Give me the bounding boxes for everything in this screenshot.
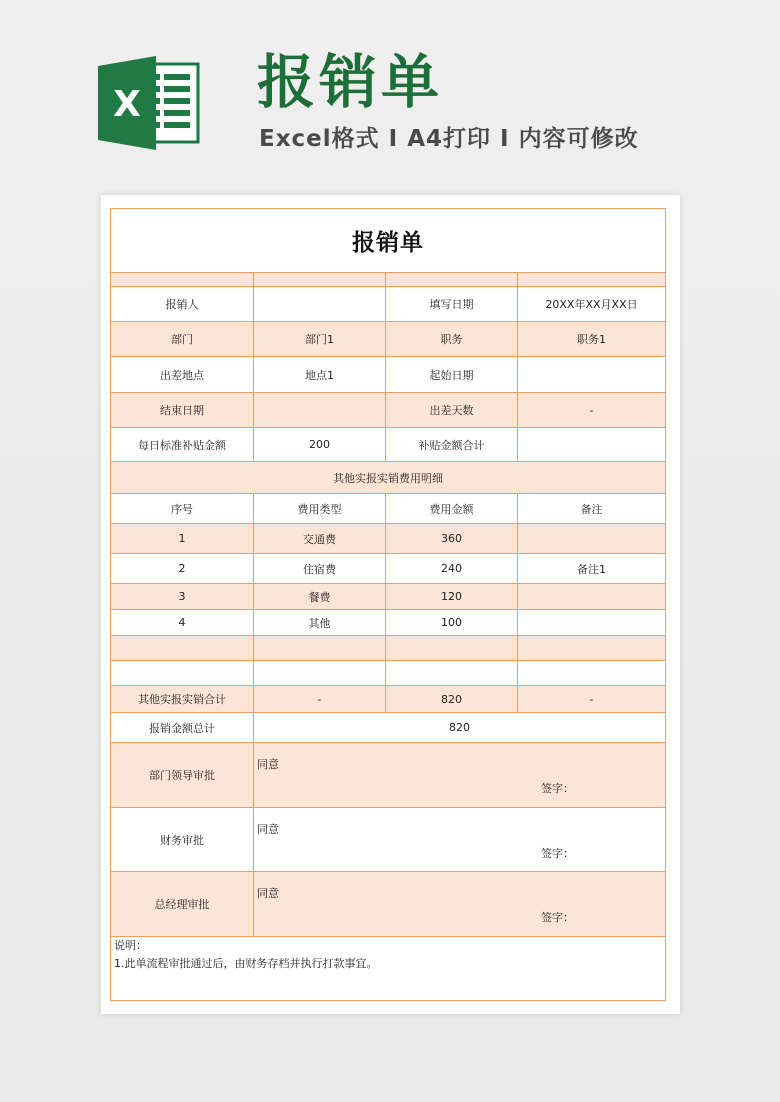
approval-opinion: 同意 — [257, 887, 279, 900]
table-cell — [518, 636, 665, 660]
table-cell: 360 — [386, 524, 518, 553]
table-cell — [518, 273, 665, 286]
approval-content — [254, 808, 665, 871]
table-cell: 交通费 — [254, 524, 386, 553]
table-cell: 每日标准补贴金额 — [111, 428, 254, 461]
table-cell: 出差天数 — [386, 393, 518, 427]
table-cell — [254, 636, 386, 660]
total-value: 820 — [449, 721, 470, 734]
section-title: 其他实报实销费用明细 — [333, 471, 443, 485]
table-cell: 200 — [254, 428, 386, 461]
subtotal-remark: - — [589, 692, 594, 706]
approval-label: 财务审批 — [111, 808, 254, 871]
table-row — [111, 610, 665, 636]
table-cell: 部门1 — [254, 322, 386, 356]
table-cell — [111, 273, 254, 286]
svg-text:X: X — [113, 84, 141, 125]
approval-content — [254, 872, 665, 936]
table-row — [111, 524, 665, 554]
table-cell: 填写日期 — [386, 287, 518, 321]
table-cell: 职务 — [386, 322, 518, 356]
column-header: 备注 — [580, 502, 603, 516]
table-cell: 地点1 — [254, 357, 386, 392]
table-row — [111, 661, 665, 686]
table-cell — [111, 661, 254, 685]
total-row — [111, 713, 665, 743]
subtotal-type: - — [254, 686, 386, 712]
column-header: 序号 — [111, 494, 254, 523]
section-title-row — [111, 462, 665, 494]
table-cell: 240 — [386, 554, 518, 583]
notes-line-1: 1.此单流程审批通过后，由财务存档并执行打款事宜。 — [114, 957, 378, 970]
table-cell: 100 — [386, 610, 518, 635]
excel-icon — [98, 56, 202, 150]
table-cell — [386, 661, 518, 685]
table-cell — [518, 584, 665, 609]
table-cell: 报销人 — [111, 287, 254, 321]
table-cell — [386, 273, 518, 286]
table-cell: 20XX年XX月XX日 — [545, 298, 638, 311]
detail-header-row — [111, 494, 665, 524]
banner — [0, 0, 780, 190]
form-title: 报销单 — [352, 230, 424, 256]
signature-label: 签字： — [541, 911, 574, 924]
table-cell: 职务1 — [577, 333, 606, 346]
table-cell: 120 — [386, 584, 518, 609]
approval-row — [111, 743, 665, 808]
signature-label: 签字： — [541, 847, 574, 860]
info-row — [111, 428, 665, 462]
notes-heading: 说明： — [114, 939, 147, 952]
info-row — [111, 322, 665, 357]
table-cell — [518, 524, 665, 553]
table-cell: 部门 — [111, 322, 254, 356]
table-cell: 备注1 — [577, 562, 606, 576]
subtotal-row — [111, 686, 665, 713]
approval-opinion: 同意 — [257, 758, 279, 771]
expense-form — [110, 208, 666, 1001]
table-cell — [518, 661, 665, 685]
table-cell: 餐费 — [254, 584, 386, 609]
table-cell — [386, 636, 518, 660]
approval-content — [254, 743, 665, 807]
table-cell: 2 — [111, 554, 254, 583]
table-cell — [518, 610, 665, 635]
table-cell: 3 — [111, 584, 254, 609]
table-cell: - — [589, 403, 594, 417]
approval-row — [111, 808, 665, 872]
approval-label: 总经理审批 — [111, 872, 254, 936]
column-header: 费用金额 — [386, 494, 518, 523]
table-cell: 其他 — [254, 610, 386, 635]
table-cell: 起始日期 — [386, 357, 518, 392]
info-row — [111, 287, 665, 322]
table-cell: 4 — [111, 610, 254, 635]
table-cell — [518, 428, 665, 461]
table-cell: 住宿费 — [254, 554, 386, 583]
table-cell — [111, 636, 254, 660]
notes — [111, 937, 665, 1000]
subtotal-amount: 820 — [386, 686, 518, 712]
form-title-row — [111, 209, 665, 273]
approval-row — [111, 872, 665, 937]
approval-opinion: 同意 — [257, 823, 279, 836]
table-cell — [254, 661, 386, 685]
page-subtitle: Excel格式 I A4打印 I 内容可修改 — [259, 126, 639, 152]
total-label: 报销金额总计 — [111, 713, 254, 742]
signature-label: 签字： — [541, 782, 574, 795]
subtotal-label: 其他实报实销合计 — [111, 686, 254, 712]
approval-label: 部门领导审批 — [111, 743, 254, 807]
info-row — [111, 393, 665, 428]
column-header: 费用类型 — [254, 494, 386, 523]
table-cell — [518, 357, 665, 392]
table-row — [111, 636, 665, 661]
table-cell: 结束日期 — [111, 393, 254, 427]
info-row — [111, 357, 665, 393]
table-cell: 补贴金额合计 — [386, 428, 518, 461]
table-row — [111, 554, 665, 584]
table-cell — [254, 273, 386, 286]
table-cell — [254, 287, 386, 321]
table-row — [111, 584, 665, 610]
table-cell: 出差地点 — [111, 357, 254, 392]
spacer-row — [111, 273, 665, 287]
table-cell: 1 — [111, 524, 254, 553]
page-title: 报销单 — [257, 48, 444, 116]
table-cell — [254, 393, 386, 427]
